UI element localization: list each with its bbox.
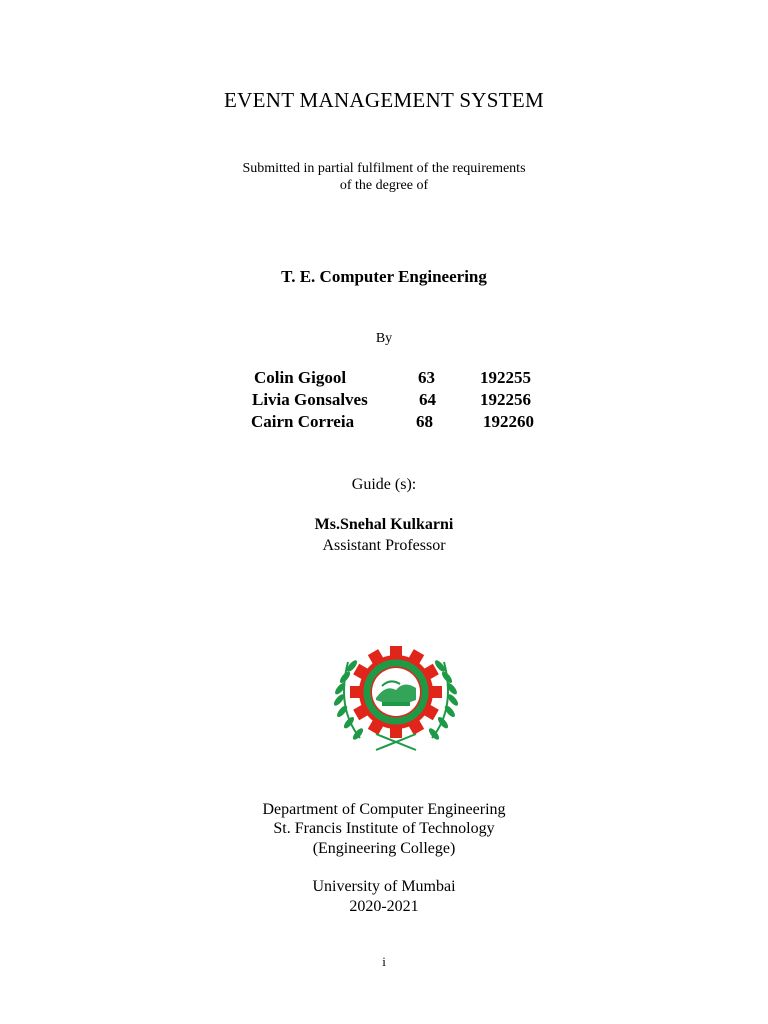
- by-label: By: [375, 331, 393, 346]
- document-title: EVENT MANAGEMENT SYSTEM: [224, 88, 544, 112]
- college-type: (Engineering College): [312, 840, 456, 857]
- student-name: Cairn Correia: [251, 412, 355, 431]
- student-roll: 68: [416, 412, 433, 431]
- submission-line-1: Submitted in partial fulfilment of the requirements: [242, 161, 526, 176]
- guide-designation: Assistant Professor: [322, 537, 446, 554]
- department-name: Department of Computer Engineering: [262, 801, 506, 818]
- submission-line-2: of the degree of: [339, 178, 429, 193]
- degree-name: T. E. Computer Engineering: [281, 267, 487, 286]
- student-name: Livia Gonsalves: [252, 390, 368, 409]
- guide-name: Ms.Snehal Kulkarni: [314, 516, 454, 533]
- page-number: i: [382, 954, 386, 969]
- academic-year: 2020-2021: [349, 898, 419, 915]
- guide-label: Guide (s):: [351, 476, 417, 493]
- university-name: University of Mumbai: [312, 878, 456, 895]
- student-roll: 63: [418, 368, 435, 387]
- student-name: Colin Gigool: [254, 368, 347, 387]
- student-id: 192260: [483, 412, 534, 431]
- institute-name: St. Francis Institute of Technology: [273, 820, 495, 837]
- student-roll: 64: [419, 390, 436, 409]
- student-id: 192256: [480, 390, 531, 409]
- college-emblem-icon: [330, 638, 462, 756]
- student-id: 192255: [480, 368, 531, 387]
